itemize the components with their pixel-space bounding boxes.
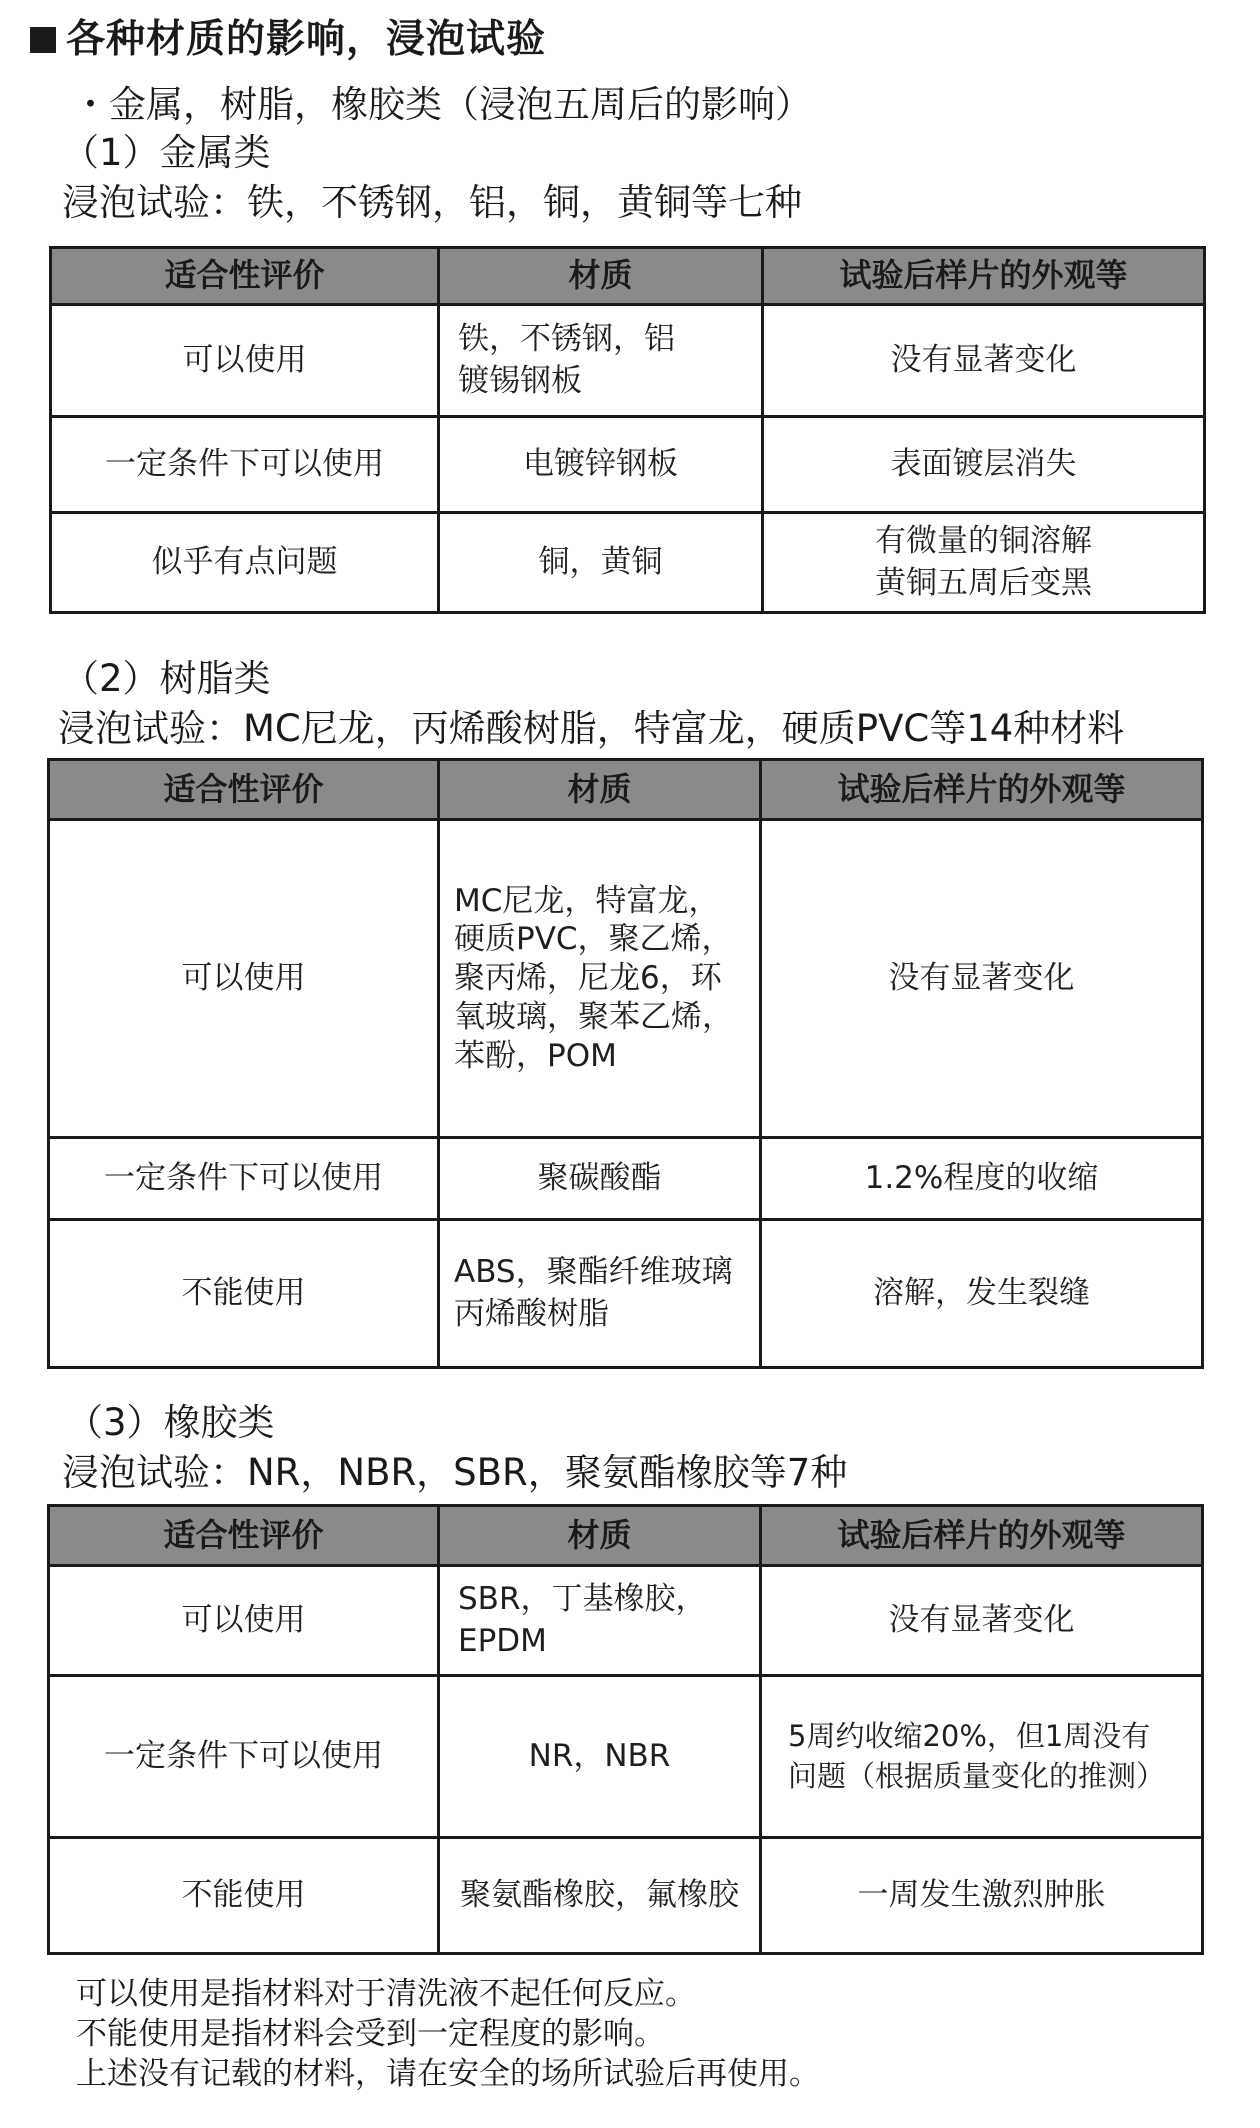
material-cell: NR，NBR xyxy=(439,1676,761,1838)
section-2-heading: （2）树脂类 xyxy=(62,657,271,700)
rating-cell: 可以使用 xyxy=(51,305,439,417)
header-appearance: 试验后样片的外观等 xyxy=(763,248,1205,305)
black-square-icon xyxy=(30,27,56,53)
section-1-test: 浸泡试验：铁，不锈钢，铝，铜，黄铜等七种 xyxy=(62,181,802,224)
appearance-cell: 溶解，发生裂缝 xyxy=(761,1220,1203,1368)
appearance-cell: 1.2%程度的收缩 xyxy=(761,1138,1203,1220)
rating-cell: 一定条件下可以使用 xyxy=(49,1676,439,1838)
table-row xyxy=(49,1566,1203,1676)
appearance-cell: 5周约收缩20%，但1周没有 问题（根据质量变化的推测） xyxy=(761,1676,1203,1838)
section-1-heading: （1）金属类 xyxy=(62,131,271,174)
section-3-test: 浸泡试验：NR，NBR，SBR，聚氨酯橡胶等7种 xyxy=(62,1451,848,1494)
appearance-cell: 没有显著变化 xyxy=(761,1566,1203,1676)
note-1: 可以使用是指材料对于清洗液不起任何反应。 xyxy=(76,1976,696,2012)
section-2-test: 浸泡试验：MC尼龙，丙烯酸树脂，特富龙，硬质PVC等14种材料 xyxy=(58,707,1125,750)
note-2: 不能使用是指材料会受到一定程度的影响。 xyxy=(76,2016,665,2052)
table-row xyxy=(49,1138,1203,1220)
table-header-row xyxy=(49,1506,1203,1566)
section-3-heading: （3）橡胶类 xyxy=(66,1401,275,1444)
header-material: 材质 xyxy=(439,760,761,820)
appearance-cell: 没有显著变化 xyxy=(763,305,1205,417)
header-appearance: 试验后样片的外观等 xyxy=(761,760,1203,820)
material-cell: 电镀锌钢板 xyxy=(439,417,763,513)
appearance-cell: 有微量的铜溶解 黄铜五周后变黑 xyxy=(763,513,1205,613)
appearance-cell: 没有显著变化 xyxy=(761,820,1203,1138)
material-cell: 聚氨酯橡胶，氟橡胶 xyxy=(439,1838,761,1954)
rating-cell: 一定条件下可以使用 xyxy=(51,417,439,513)
intro-line: ・金属，树脂，橡胶类（浸泡五周后的影响） xyxy=(72,83,812,126)
header-material: 材质 xyxy=(439,248,763,305)
page-title-text: 各种材质的影响，浸泡试验 xyxy=(66,17,547,62)
rating-cell: 一定条件下可以使用 xyxy=(49,1138,439,1220)
section-2-table xyxy=(47,758,1204,1369)
note-3: 上述没有记载的材料，请在安全的场所试验后再使用。 xyxy=(76,2056,820,2092)
appearance-cell: 表面镀层消失 xyxy=(763,417,1205,513)
section-1-table xyxy=(49,246,1206,614)
material-cell: ABS，聚酯纤维玻璃 丙烯酸树脂 xyxy=(439,1220,761,1368)
page-title xyxy=(30,8,546,64)
material-cell: MC尼龙，特富龙， 硬质PVC，聚乙烯， 聚丙烯，尼龙6，环 氧玻璃，聚苯乙烯， 苯酚，POM xyxy=(439,820,761,1138)
table-header-row xyxy=(51,248,1205,305)
appearance-cell: 一周发生激烈肿胀 xyxy=(761,1838,1203,1954)
rating-cell: 不能使用 xyxy=(49,1838,439,1954)
table-row xyxy=(51,417,1205,513)
rating-cell: 可以使用 xyxy=(49,820,439,1138)
header-rating: 适合性评价 xyxy=(51,248,439,305)
material-cell: 聚碳酸酯 xyxy=(439,1138,761,1220)
table-row xyxy=(49,1838,1203,1954)
header-appearance: 试验后样片的外观等 xyxy=(761,1506,1203,1566)
material-cell: 铜，黄铜 xyxy=(439,513,763,613)
header-rating: 适合性评价 xyxy=(49,1506,439,1566)
section-3-table xyxy=(47,1504,1204,1955)
table-row xyxy=(49,1676,1203,1838)
table-header-row xyxy=(49,760,1203,820)
material-cell: SBR，丁基橡胶， EPDM xyxy=(439,1566,761,1676)
rating-cell: 似乎有点问题 xyxy=(51,513,439,613)
header-rating: 适合性评价 xyxy=(49,760,439,820)
rating-cell: 不能使用 xyxy=(49,1220,439,1368)
header-material: 材质 xyxy=(439,1506,761,1566)
table-row xyxy=(49,1220,1203,1368)
table-row xyxy=(51,513,1205,613)
material-cell: 铁，不锈钢，铝 镀锡钢板 xyxy=(439,305,763,417)
table-row xyxy=(51,305,1205,417)
table-row xyxy=(49,820,1203,1138)
rating-cell: 可以使用 xyxy=(49,1566,439,1676)
